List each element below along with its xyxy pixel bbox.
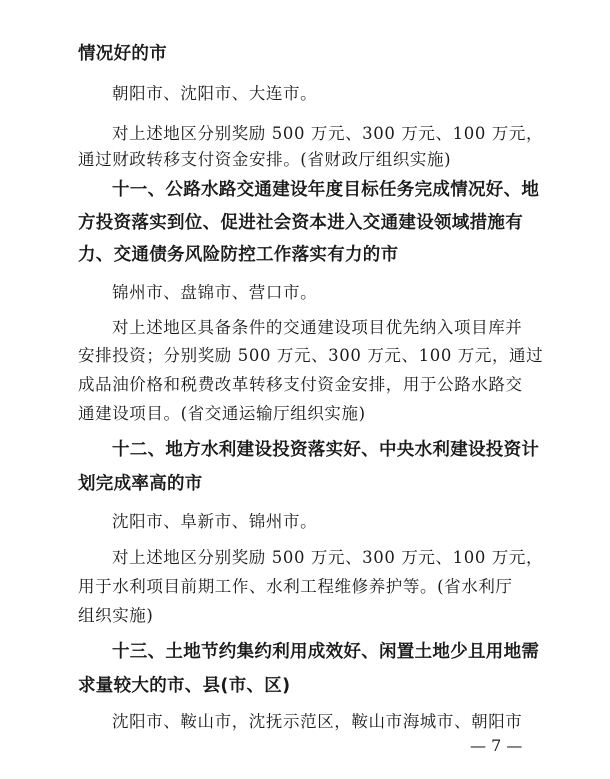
city-list: 沈阳市、阜新市、锦州市。 bbox=[112, 512, 318, 531]
body-text: 对上述地区分别奖励 500 万元、300 万元、100 万元， bbox=[112, 548, 544, 567]
section-heading-11: 力、交通债务风险防控工作落实有力的市 bbox=[78, 245, 399, 265]
body-text: 组织实施) bbox=[78, 606, 154, 625]
section-heading-12: 划完成率高的市 bbox=[78, 474, 203, 494]
section-heading-13: 求量较大的市、县(市、区) bbox=[78, 676, 291, 696]
body-text: 用于水利项目前期工作、水利工程维修养护等。(省水利厅 bbox=[78, 577, 513, 596]
city-list: 朝阳市、沈阳市、大连市。 bbox=[112, 84, 318, 103]
body-text: 对上述地区具备条件的交通建设项目优先纳入项目库并 bbox=[112, 318, 523, 337]
page-number: — 7 — bbox=[470, 736, 523, 755]
section-heading-continued: 情况好的市 bbox=[78, 44, 167, 64]
section-heading-13: 十三、土地节约集约利用成效好、闲置土地少且用地需 bbox=[112, 642, 540, 662]
section-heading-12: 十二、地方水利建设投资落实好、中央水利建设投资计 bbox=[112, 440, 540, 460]
body-text: 通建设项目。(省交通运输厅组织实施) bbox=[78, 404, 366, 423]
section-heading-11: 方投资落实到位、促进社会资本进入交通建设领域措施有 bbox=[78, 213, 523, 233]
city-list: 锦州市、盘锦市、营口市。 bbox=[112, 283, 318, 302]
section-heading-11: 十一、公路水路交通建设年度目标任务完成情况好、地 bbox=[112, 180, 540, 200]
body-text: 成品油价格和税费改革转移支付资金安排，用于公路水路交 bbox=[78, 375, 523, 394]
body-text: 安排投资；分别奖励 500 万元、300 万元、100 万元，通过 bbox=[78, 346, 544, 365]
body-text: 通过财政转移支付资金安排。(省财政厅组织实施) bbox=[78, 150, 452, 169]
body-text: 对上述地区分别奖励 500 万元、300 万元、100 万元， bbox=[112, 124, 544, 143]
city-list: 沈阳市、鞍山市，沈抚示范区，鞍山市海城市、朝阳市 bbox=[112, 712, 523, 731]
